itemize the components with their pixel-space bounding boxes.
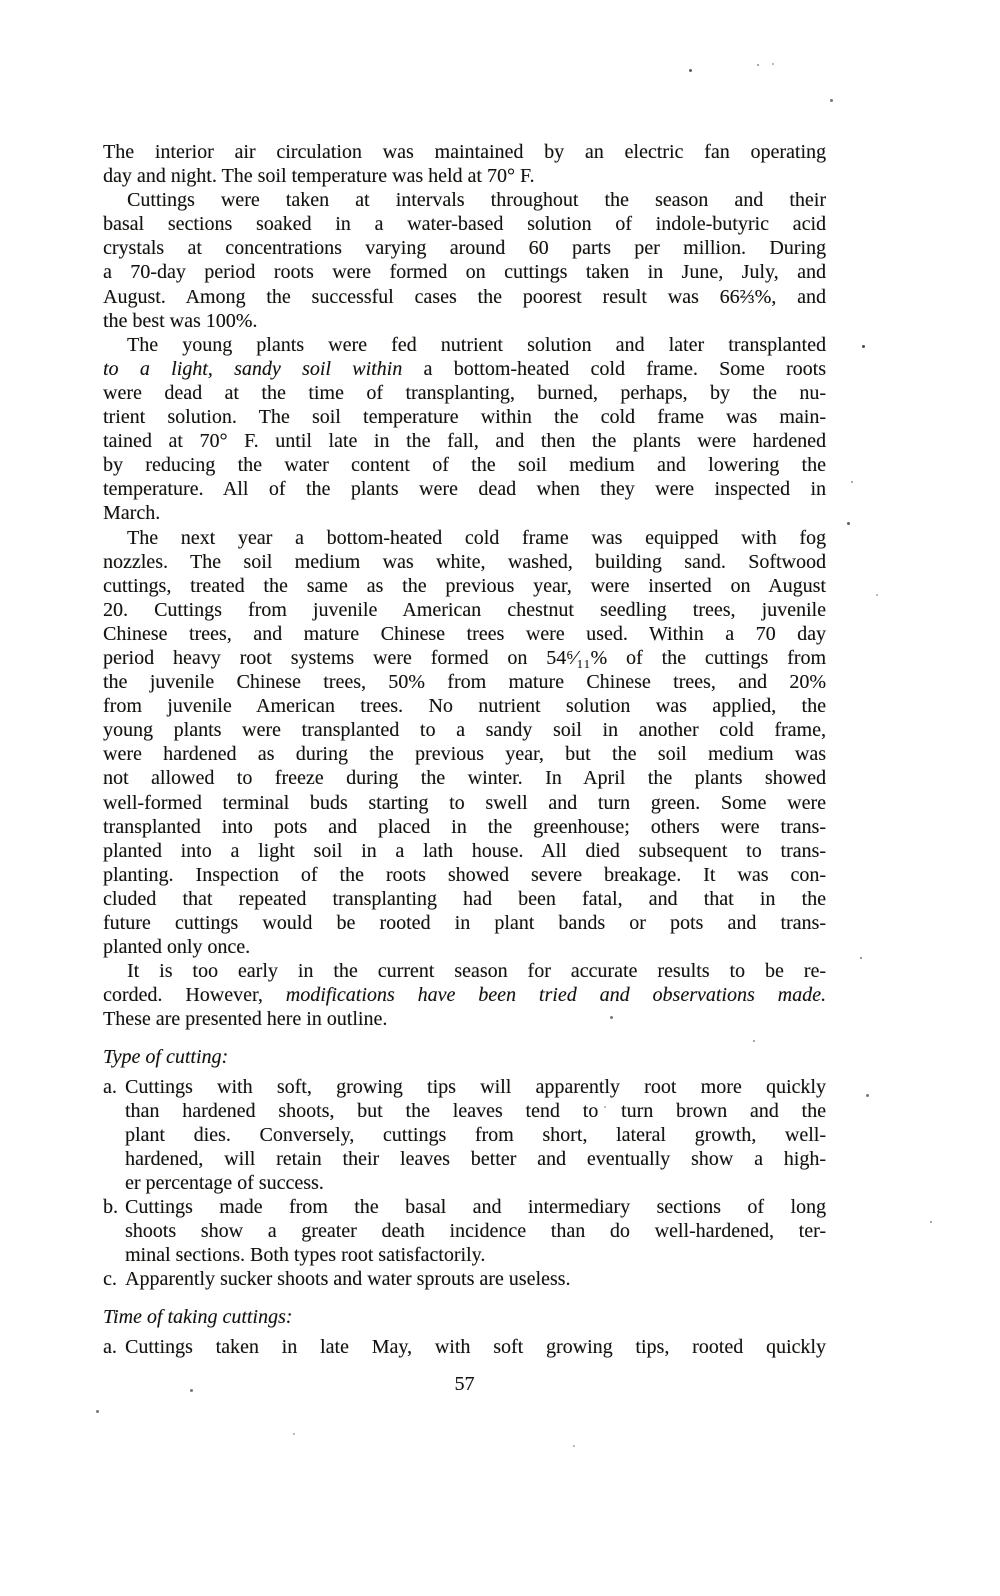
scan-speckle <box>610 1016 613 1019</box>
text-line: temperature. All of the plants were dead when they were inspected in <box>103 478 826 501</box>
text-line: August. Among the successful cases the poorest result was 66⅔%, and <box>103 285 826 308</box>
text-line: Cuttings taken in late May, with soft growing tips, rooted quickly <box>125 1335 826 1358</box>
text-line: basal sections soaked in a water-based solution of indole-butyric acid <box>103 213 826 236</box>
scan-speckle <box>862 345 865 348</box>
text-line: planted only once. <box>103 936 251 959</box>
scan-speckle <box>573 1445 575 1447</box>
text-line: not allowed to freeze during the winter. In April the plants showed <box>103 767 826 790</box>
text-line: trient solution. The soil temperature within the cold frame was main- <box>103 406 826 429</box>
text-line: The interior air circulation was maintained by an electric fan operating <box>103 141 826 163</box>
text-line: cuttings, treated the same as the previous year, were inserted on August <box>103 574 826 597</box>
scan-speckle <box>866 1094 869 1097</box>
scan-speckle <box>190 1389 193 1392</box>
text-line: Apparently sucker shoots and water sprouts are useless. <box>125 1268 571 1291</box>
text-line: er percentage of success. <box>125 1171 324 1194</box>
text-line: hardened, will retain their leaves better and eventually show a high- <box>125 1147 826 1170</box>
text-line: planted into a light soil in a lath house. All died subsequent to trans- <box>103 839 826 862</box>
text-line: plant dies. Conversely, cuttings from short, lateral growth, well- <box>125 1123 826 1146</box>
list-item <box>103 1075 826 1195</box>
text-line: from juvenile American trees. No nutrient solution was applied, the <box>103 695 826 718</box>
text-line: The young plants were fed nutrient solution and later transplanted <box>127 333 826 356</box>
scan-speckle <box>96 1410 99 1413</box>
text-line: tained at 70° F. until late in the fall, and then the plants were hardened <box>103 430 826 453</box>
text-line: corded. However, modifications have been tried and observations made. <box>103 984 826 1007</box>
text-line: than hardened shoots, but the leaves tend to turn brown and the <box>125 1099 826 1122</box>
text-line: a 70-day period roots were formed on cuttings taken in June, July, and <box>103 261 826 284</box>
scan-speckle <box>876 594 878 596</box>
text-line: to a light, sandy soil within a bottom-heated cold frame. Some roots <box>103 357 827 380</box>
text-line: cluded that repeated transplanting had been fatal, and that in the <box>103 887 826 910</box>
list-item <box>103 1335 826 1359</box>
text-line: nozzles. The soil medium was white, washed, building sand. Softwood <box>103 550 826 573</box>
text-line: shoots show a greater death incidence than do well-hardened, ter- <box>125 1220 826 1243</box>
text-line: crystals at concentrations varying around 60 parts per million. During <box>103 237 826 260</box>
text-line: young plants were transplanted to a sandy soil in another cold frame, <box>103 719 826 742</box>
scan-speckle <box>860 957 862 959</box>
text-line: It is too early in the current season for accurate results to be re- <box>127 960 826 983</box>
scan-speckle <box>753 1040 755 1042</box>
paragraph <box>103 526 826 960</box>
section-heading <box>103 1045 826 1069</box>
scan-speckle <box>689 69 692 72</box>
scan-speckle <box>930 1221 932 1223</box>
text-line: day and night. The soil temperature was held at 70° F. <box>103 165 535 188</box>
scan-speckle <box>847 522 850 525</box>
paragraph <box>103 959 826 1031</box>
text-line: period heavy root systems were formed on 54⁶⁄₁₁% of the cuttings from <box>103 646 826 669</box>
text-line: were hardened as during the previous year, but the soil medium was <box>103 743 826 766</box>
text-line: minal sections. Both types root satisfactorily. <box>125 1244 486 1267</box>
text-line: The next year a bottom-heated cold frame was equipped with fog <box>127 526 826 549</box>
heading-line: Type of cutting: <box>103 1046 229 1069</box>
paragraph <box>103 333 826 526</box>
heading-line: Time of taking cuttings: <box>103 1306 293 1329</box>
scan-speckle <box>772 63 774 65</box>
list-marker: b. <box>103 1196 118 1219</box>
list-marker: a. <box>103 1335 117 1358</box>
text-line: Cuttings were taken at intervals throughout the season and their <box>127 189 826 212</box>
paragraph <box>103 140 826 188</box>
text-line: were dead at the time of transplanting, burned, perhaps, by the nu- <box>103 381 826 404</box>
text-line: Cuttings made from the basal and intermediary sections of long <box>125 1196 826 1219</box>
list-marker: a. <box>103 1075 117 1098</box>
text-line: transplanted into pots and placed in the greenhouse; others were trans- <box>103 815 826 838</box>
text-line: March. <box>103 502 161 525</box>
text-line: Chinese trees, and mature Chinese trees were used. Within a 70 day <box>103 622 826 645</box>
text-block <box>103 140 826 1359</box>
scan-speckle <box>604 1106 606 1108</box>
text-line: the juvenile Chinese trees, 50% from mature Chinese trees, and 20% <box>103 671 826 694</box>
text-line: planting. Inspection of the roots showed severe breakage. It was con- <box>103 863 826 886</box>
text-line: future cuttings would be rooted in plant bands or pots and trans- <box>103 912 826 934</box>
list-marker: c. <box>103 1268 117 1291</box>
scan-speckle <box>851 481 853 483</box>
section-heading <box>103 1305 826 1329</box>
text-line: Cuttings with soft, growing tips will apparently root more quickly <box>125 1075 826 1098</box>
text-line: These are presented here in outline. <box>103 1008 388 1031</box>
text-line: 20. Cuttings from juvenile American chestnut seedling trees, juvenile <box>103 598 826 621</box>
scan-speckle <box>293 1433 295 1435</box>
scan-speckle <box>830 99 833 102</box>
page-number: 57 <box>454 1373 475 1395</box>
text-line: the best was 100%. <box>103 309 258 332</box>
paragraph <box>103 188 826 333</box>
text-line: by reducing the water content of the soil medium and lowering the <box>103 454 826 477</box>
list-item <box>103 1195 826 1267</box>
scan-speckle <box>757 64 759 66</box>
text-line: well-formed terminal buds starting to swell and turn green. Some were <box>103 791 826 814</box>
list-item <box>103 1267 826 1291</box>
